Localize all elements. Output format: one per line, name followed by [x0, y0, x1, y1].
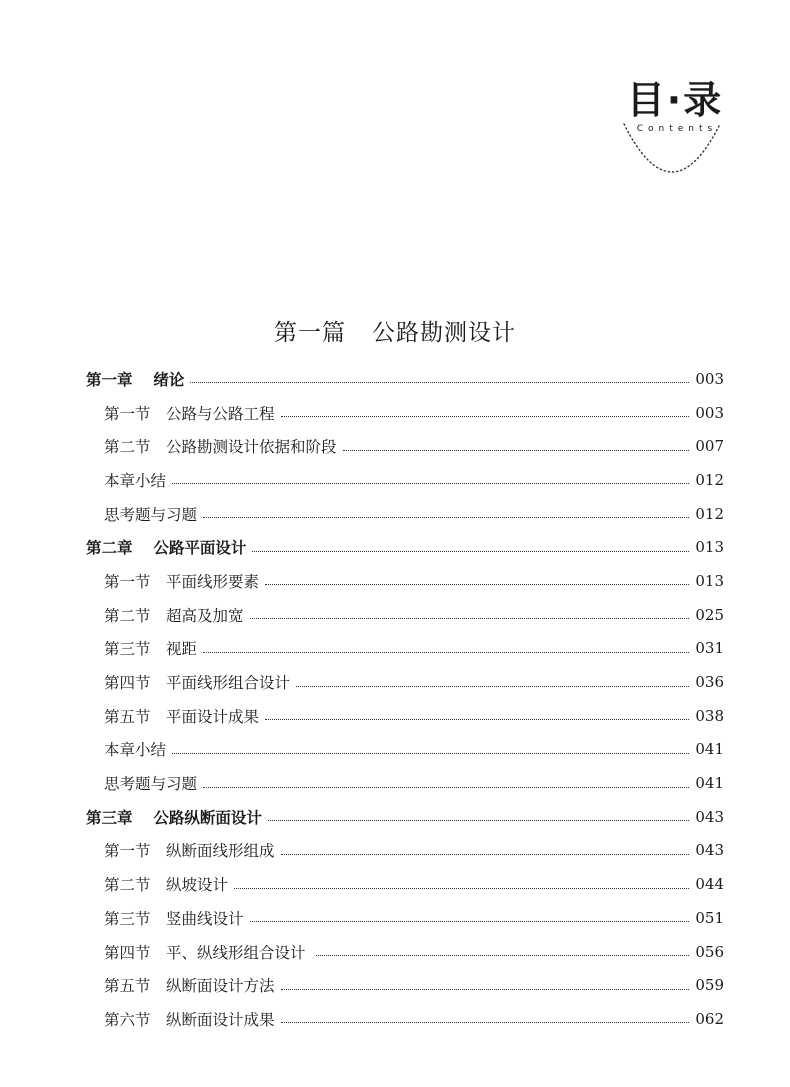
toc-section-entry[interactable] [86, 935, 724, 969]
toc-heading [612, 78, 736, 134]
toc-heading-title: 目·录 [626, 78, 724, 122]
toc-chapter-entry[interactable] [86, 530, 724, 564]
toc-section-entry[interactable] [86, 564, 724, 598]
toc-entry-page: 041 [695, 740, 724, 759]
toc-section-entry[interactable] [86, 632, 724, 666]
toc-entry-page: 051 [695, 908, 724, 927]
dot-leader [172, 753, 689, 754]
toc-section-entry[interactable] [86, 733, 724, 767]
dot-leader [190, 382, 689, 383]
toc-entry-page: 056 [695, 942, 724, 961]
toc-section-entry[interactable] [86, 699, 724, 733]
toc-entry-label: 思考题与习题 [104, 775, 198, 794]
dot-leader [268, 820, 689, 821]
dotted-arc-ornament [620, 120, 724, 182]
toc-entry-label: 第一节 公路与公路工程 [104, 404, 275, 423]
toc-entry-page: 038 [695, 706, 724, 725]
dot-leader [265, 584, 689, 585]
toc-entry-label: 第一节 纵断面线形组成 [104, 842, 275, 861]
toc-entry-page: 036 [695, 673, 724, 692]
dot-leader [203, 652, 689, 653]
toc-section-entry[interactable] [86, 497, 724, 531]
toc-section-entry[interactable] [86, 968, 724, 1002]
toc-entry-page: 013 [695, 538, 724, 557]
part-title [0, 314, 790, 347]
toc-entry-page: 013 [695, 571, 724, 590]
dot-leader [316, 955, 689, 956]
toc-chapter-entry[interactable] [86, 800, 724, 834]
toc-entry-label: 第二章 公路平面设计 [86, 538, 247, 558]
table-of-contents [86, 362, 724, 1036]
toc-entry-page: 031 [695, 639, 724, 658]
dot-leader [250, 618, 690, 619]
toc-entry-page: 012 [695, 470, 724, 489]
toc-entry-page: 044 [695, 875, 724, 894]
toc-section-entry[interactable] [86, 1002, 724, 1036]
dot-leader [281, 854, 690, 855]
dot-leader [281, 416, 690, 417]
toc-entry-page: 043 [695, 807, 724, 826]
toc-entry-label: 第四节 平、纵线形组合设计 [104, 943, 311, 962]
dot-leader [203, 517, 689, 518]
toc-entry-page: 025 [695, 605, 724, 624]
toc-entry-label: 本章小结 [104, 471, 167, 490]
toc-entry-page: 003 [695, 403, 724, 422]
toc-entry-label: 第三节 视距 [104, 640, 198, 659]
dot-leader [172, 483, 689, 484]
toc-section-entry[interactable] [86, 598, 724, 632]
toc-entry-label: 第二节 超高及加宽 [104, 606, 244, 625]
dot-leader [234, 888, 689, 889]
toc-section-entry[interactable] [86, 867, 724, 901]
toc-entry-label: 思考题与习题 [104, 505, 198, 524]
toc-entry-label: 第六节 纵断面设计成果 [104, 1010, 275, 1029]
dot-leader [281, 1022, 690, 1023]
dot-leader [281, 989, 690, 990]
toc-entry-page: 062 [695, 1009, 724, 1028]
toc-entry-label: 本章小结 [104, 741, 167, 760]
dot-leader [265, 719, 689, 720]
dot-leader [343, 450, 690, 451]
toc-entry-label: 第五节 纵断面设计方法 [104, 977, 275, 996]
toc-entry-label: 第二节 公路勘测设计依据和阶段 [104, 438, 337, 457]
toc-section-entry[interactable] [86, 396, 724, 430]
toc-section-entry[interactable] [86, 463, 724, 497]
part-name: 公路勘测设计 [372, 320, 516, 346]
toc-entry-page: 041 [695, 774, 724, 793]
toc-entry-label: 第三节 竖曲线设计 [104, 909, 244, 928]
toc-entry-label: 第四节 平面线形组合设计 [104, 674, 291, 693]
toc-entry-label: 第二节 纵坡设计 [104, 876, 229, 895]
toc-section-entry[interactable] [86, 665, 724, 699]
toc-entry-page: 007 [695, 437, 724, 456]
toc-section-entry[interactable] [86, 429, 724, 463]
dot-leader [252, 551, 689, 552]
toc-entry-page: 043 [695, 841, 724, 860]
dot-leader [203, 787, 689, 788]
toc-entry-label: 第五节 平面设计成果 [104, 707, 260, 726]
toc-section-entry[interactable] [86, 766, 724, 800]
part-number: 第一篇 [274, 320, 346, 346]
toc-section-entry[interactable] [86, 901, 724, 935]
toc-chapter-entry[interactable] [86, 362, 724, 396]
toc-entry-page: 012 [695, 504, 724, 523]
dot-leader [250, 921, 690, 922]
toc-entry-page: 003 [695, 369, 724, 388]
toc-heading-subtitle: Contents [636, 124, 718, 134]
dot-leader [296, 686, 689, 687]
toc-entry-label: 第一节 平面线形要素 [104, 572, 260, 591]
toc-entry-label: 第三章 公路纵断面设计 [86, 807, 262, 827]
toc-section-entry[interactable] [86, 834, 724, 868]
toc-entry-page: 059 [695, 976, 724, 995]
toc-entry-label: 第一章 绪论 [86, 369, 185, 389]
